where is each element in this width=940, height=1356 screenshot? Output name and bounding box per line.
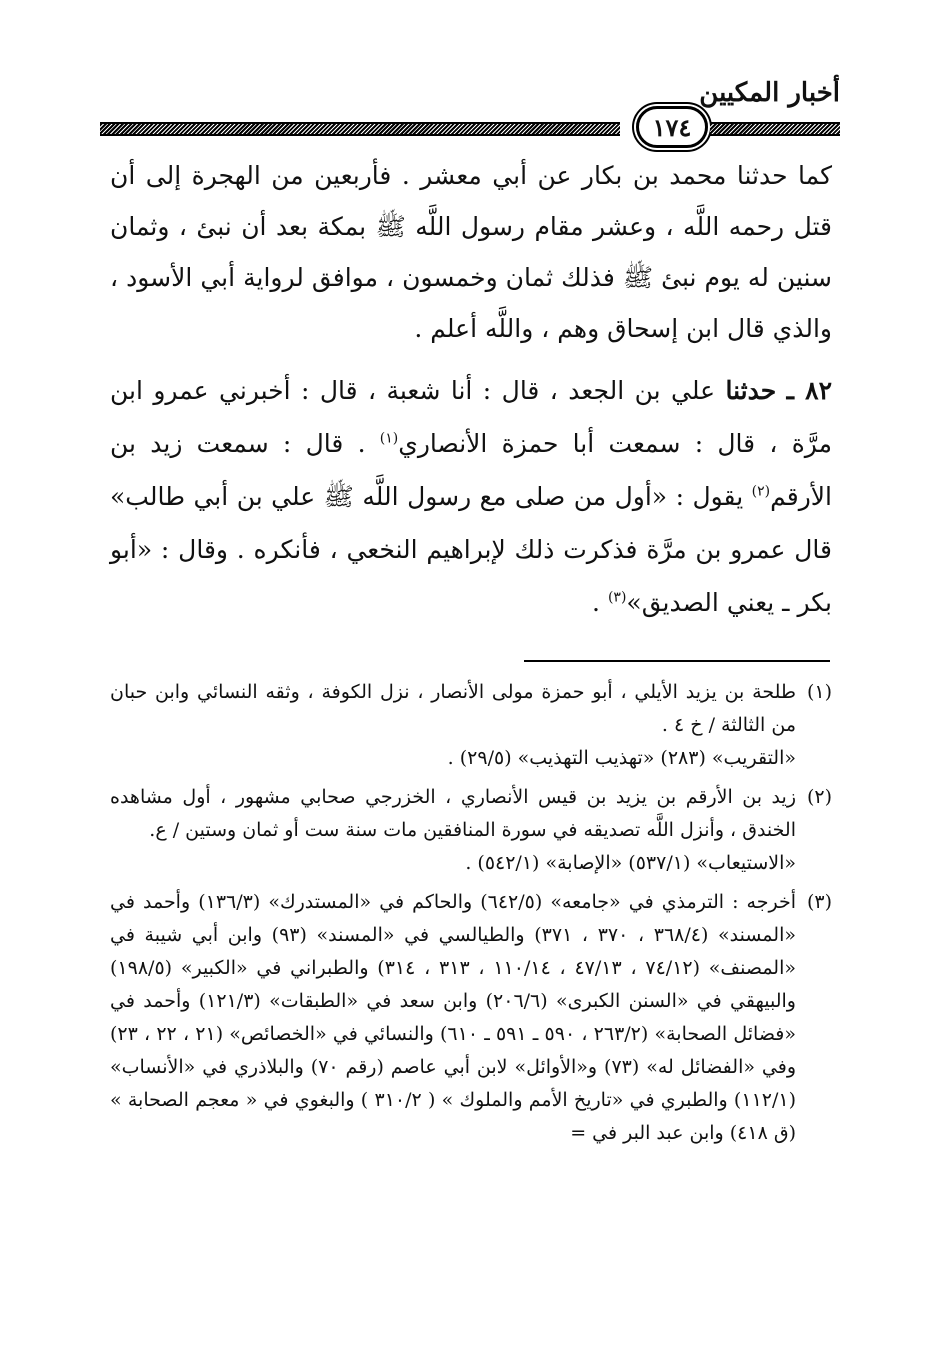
hadith-text-b: . قال : سمعت زيد بن الأرقم — [110, 429, 833, 511]
footnote-number: (١) — [806, 681, 832, 703]
footnote-3 — [110, 886, 832, 1150]
header-rule-left — [100, 122, 620, 136]
footnote-line: أخرجه : الترمذي في «جامعه» (٦٤٢/٥) والحاكم في «المستدرك» (١٣٦/٣) وأحمد في «المسند» (٣٦٨/٤ ، ٣٧٠ ، ٣٧١) والطيالسي في «المسند» (٩٣) وابن أبي شيبة في «المصنف» (٧٤/١٢ ، ٤٧/١٣ ، ١١٠/١٤ ، ٣١٣ ، ٣١٤) والطبراني في «الكبير» (١٩٨/٥) والبيهقي في «السنن الكبرى» (٢٠٦/٦) وابن سعد في «الطبقات» (١٢١/٣) وأحمد في «فضائل الصحابة» (٢٦٣/٢ ، ٥٩٠ ـ ٥٩١ ـ ٦١٠) والنسائي في «الخصائص» (٢١ ، ٢٢ ، ٢٣) وفي «الفضائل له» (٧٣) و«الأوائل» لابن أبي عاصم (رقم ٧٠) والبلاذري في «الأنساب» (١١٢/١) والطبري في «تاريخ الأمم والملوك » ( ٣١٠/٢ ) والبغوي في « معجم الصحابة » (ق ٤١٨) وابن عبد البر في = — [110, 891, 797, 1144]
hadith-text-a: علي بن الجعد ، قال : أنا شعبة ، قال : أخبرني عمرو ابن مرَّة ، قال : سمعت أبا حمزة الأنصاري — [110, 376, 832, 458]
footnote-line: «التقريب» (٢٨٣) «تهذيب التهذيب» (٢٩/٥) . — [447, 747, 796, 769]
footnote-line: «الاستيعاب» (٥٣٧/١) «الإصابة» (٥٤٢/١) . — [465, 852, 796, 874]
footnote-separator — [524, 660, 830, 662]
footnote-number: (٢) — [806, 786, 832, 808]
header-rule-right — [710, 122, 840, 136]
footnote-ref-3: (٣) — [607, 589, 627, 606]
paragraph-1: كما حدثنا محمد بن بكار عن أبي معشر . فأربعين من الهجرة إلى أن قتل رحمه اللَّه ، وعشر مقام رسول اللَّه ﷺ بمكة بعد أن نبئ ، وثمان سنين له يوم نبئ ﷺ فذلك ثمان وخمسون ، موافق لرواية أبي الأسود ، والذي قال ابن إسحاق وهم ، واللَّه أعلم . — [110, 161, 832, 343]
footnote-2 — [110, 781, 832, 880]
page-header — [100, 78, 840, 148]
main-text — [110, 150, 832, 629]
footnote-ref-2: (٢) — [751, 483, 771, 500]
footnote-ref-1: (١) — [379, 430, 399, 447]
running-title: أخبار المكيين — [699, 78, 840, 108]
hadith-text-d: . — [592, 588, 600, 617]
haddathana-word: حدثنا — [725, 376, 777, 405]
footnote-number: (٣) — [806, 891, 832, 913]
footnote-line: طلحة بن يزيد الأيلي ، أبو حمزة مولى الأنصار ، نزل الكوفة ، وثقه النسائي وابن حبان من الثالثة / خ ٤ . — [110, 681, 796, 736]
paragraph-2 — [110, 364, 832, 629]
footnote-1 — [110, 676, 832, 775]
page-number: ١٧٤ — [636, 106, 708, 148]
footnote-line: زيد بن الأرقم بن يزيد بن قيس الأنصاري ، الخزرجي صحابي مشهور ، أول مشاهده الخندق ، وأنزل اللَّه تصديقه في سورة المنافقين مات سنة ست أو ثمان وستين / ع. — [110, 786, 796, 841]
hadith-text-c: يقول : «أول من صلى مع رسول اللَّه ﷺ علي بن أبي طالب» قال عمرو بن مرَّة فذكرت ذلك لإبراهيم النخعي ، فأنكره . وقال : «أبو بكر ـ يعني الصديق» — [110, 482, 832, 617]
footnotes — [110, 676, 832, 1156]
hadith-number: ٨٢ ـ — [786, 376, 833, 405]
